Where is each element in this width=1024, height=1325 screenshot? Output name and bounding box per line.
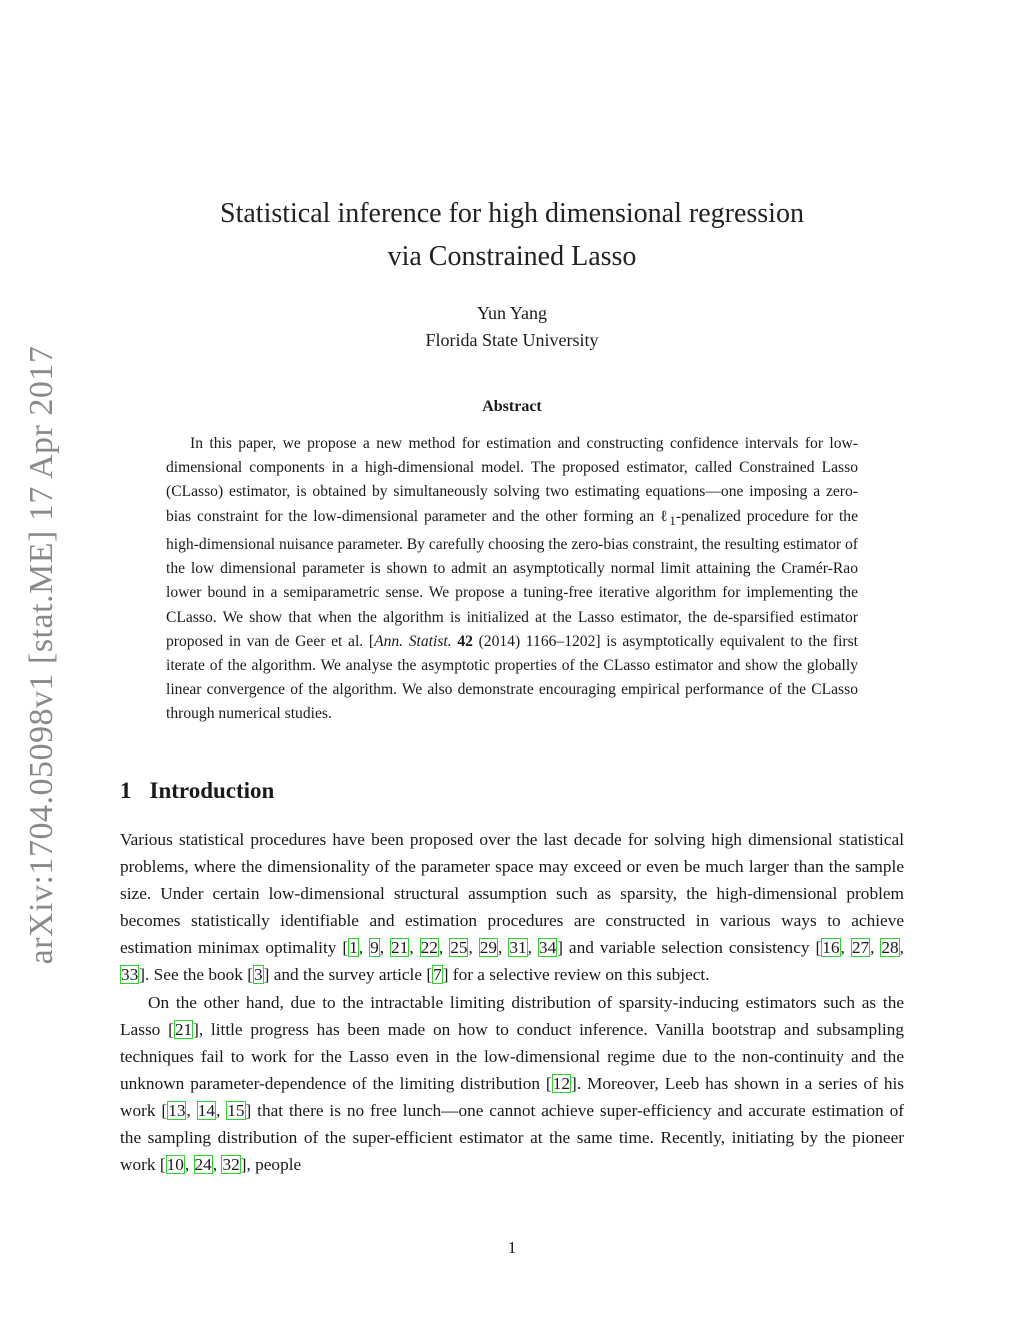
- paragraph-2-text-1: On the other hand, due to the intractable limiting distribution of sparsity-inducing estimators such as the Lasso [: [120, 992, 904, 1039]
- paragraph-1-text-3: ]. See the book [: [139, 965, 254, 985]
- section-number: 1: [120, 778, 132, 803]
- section-heading-introduction: [120, 778, 274, 804]
- abstract-heading: Abstract: [482, 398, 542, 415]
- title-line-2: via Constrained Lasso: [387, 241, 637, 272]
- citation-link[interactable]: 9: [370, 938, 379, 958]
- citation-link[interactable]: 34: [538, 938, 557, 958]
- introduction-body: [120, 826, 904, 1178]
- citation-link[interactable]: 21: [174, 1019, 193, 1039]
- paragraph-2-text-3: ]. Moreover, Leeb has shown in a series of his work [: [120, 1073, 904, 1120]
- paragraph-1: Various statistical procedures have been proposed over the last decade for solving high dimensional statistical problems, where the dimensionality of the parameter space may exceed or even be much larger than the sample size. Under certain low-dimensional structural assumption such as sparsity, the high-dimensional problem becomes statistically identifiable and estimation procedures are constructed in various ways to achieve estimation minimax optimality [1, 9, 21, 22, 25, 29, 31, 34] and variable selection consistency [16, 27, 28, 33]. See the book [3] and the survey article [7] for a selective review on this subject.: [120, 830, 904, 985]
- journal-volume: 42: [457, 632, 473, 650]
- citation-link[interactable]: 27: [851, 938, 870, 958]
- abstract-part-3: (2014) 1166–1202] is asymptotically equivalent to the first iterate of the algorithm. We analyse the asymptotic properties of the CLasso estimator and show the globally linear convergence of the algorithm. We also demonstrate encouraging empirical performance of the CLasso through numerical studies.: [166, 632, 859, 723]
- arxiv-identifier-stamp: arXiv:1704.05098v1 [stat.ME] 17 Apr 2017: [23, 345, 60, 965]
- paragraph-2-text-2: ], little progress has been made on how to conduct inference. Vanilla bootstrap and subsampling techniques fail to work for the Lasso even in the low-dimensional regime due to the non-continuity and the unknown parameter-dependence of the limiting distribution [: [120, 1019, 904, 1093]
- abstract-text: [166, 432, 858, 727]
- paragraph-1-text-2: ] and variable selection consistency [: [557, 938, 822, 958]
- citation-link[interactable]: 10: [166, 1155, 184, 1175]
- author-block: [0, 300, 1024, 354]
- citation-link[interactable]: 16: [822, 938, 840, 958]
- paragraph-2-text-4: ] that there is no free lunch—one cannot achieve super-efficiency and accurate estimation of the sampling distribution of the super-efficient estimator at the same time. Recently, initiating by the pioneer work [: [120, 1100, 905, 1175]
- citation-link[interactable]: 29: [479, 938, 498, 958]
- citation-link[interactable]: 12: [552, 1073, 570, 1093]
- citation-link[interactable]: 25: [450, 938, 468, 958]
- abstract-part-1: In this paper, we propose a new method for estimation and constructing confidence intervals for low-dimensional components in a high-dimensional model. The proposed estimator, called Constrained Lasso (CLasso) estimator, is obtained by simultaneously solving two estimating equations—one imposing a zero-bias constraint for the low-dimensional parameter and the other forming an ℓ: [166, 435, 858, 525]
- citation-link[interactable]: 33: [121, 965, 139, 985]
- citation-link[interactable]: 3: [254, 965, 263, 985]
- page-number: 1: [507, 1238, 517, 1257]
- author-name: Yun Yang: [476, 303, 548, 323]
- citation-link[interactable]: 24: [194, 1155, 212, 1175]
- citation-link[interactable]: 28: [881, 938, 899, 958]
- paragraph-1-text-1: Various statistical procedures have been proposed over the last decade for solving high dimensional statistical problems, where the dimensionality of the parameter space may exceed or even be much larger than the sample size. Under certain low-dimensional structural assumption such as sparsity, the high-dimensional problem becomes statistically identifiable and estimation procedures are constructed in various ways to achieve estimation minimax optimality [: [120, 830, 904, 958]
- paragraph-2-text-5: ], people: [240, 1155, 302, 1175]
- citation-link[interactable]: 1: [349, 938, 358, 958]
- citation-link[interactable]: 15: [227, 1100, 245, 1120]
- citation-link[interactable]: 31: [509, 938, 527, 958]
- title-line-1: Statistical inference for high dimensional regression: [220, 198, 804, 229]
- paragraph-2: On the other hand, due to the intractable limiting distribution of sparsity-inducing estimators such as the Lasso [21], little progress has been made on how to conduct inference. Vanilla bootstrap and subsampling techniques fail to work for the Lasso even in the low-dimensional regime due to the non-continuity and the unknown parameter-dependence of the limiting distribution [12]. Moreover, Leeb has shown in a series of his work [13, 14, 15] that there is no free lunch—one cannot achieve super-efficiency and accurate estimation of the sampling distribution of the super-efficient estimator at the same time. Recently, initiating by the pioneer work [10, 24, 32], people: [120, 992, 905, 1175]
- citation-link[interactable]: 7: [433, 965, 442, 985]
- paragraph-1-text-5: ] for a selective review on this subject.: [442, 965, 710, 985]
- abstract-part-2: -penalized procedure for the high-dimensional nuisance parameter. By carefully choosing the zero-bias constraint, the resulting estimator of the low dimensional parameter is shown to admit an asymptotically normal limit attaining the Cramér-Rao lower bound in a semiparametric sense. We propose a tuning-free iterative algorithm for implementing the CLasso. We show that when the algorithm is initialized at the Lasso estimator, the de-sparsified estimator proposed in van de Geer et al. [: [166, 507, 858, 650]
- paragraph-1-text-4: ] and the survey article [: [263, 965, 433, 985]
- citation-link[interactable]: 13: [168, 1100, 186, 1120]
- ell-subscript: 1: [669, 512, 676, 528]
- journal-name: Ann. Statist.: [374, 632, 452, 650]
- author-affiliation: Florida State University: [425, 330, 599, 350]
- citation-link[interactable]: 21: [391, 938, 409, 958]
- citation-link[interactable]: 14: [197, 1100, 215, 1120]
- citation-link[interactable]: 22: [420, 938, 438, 958]
- section-title: Introduction: [149, 778, 275, 803]
- paper-title: [0, 192, 1024, 278]
- citation-link[interactable]: 32: [222, 1155, 240, 1175]
